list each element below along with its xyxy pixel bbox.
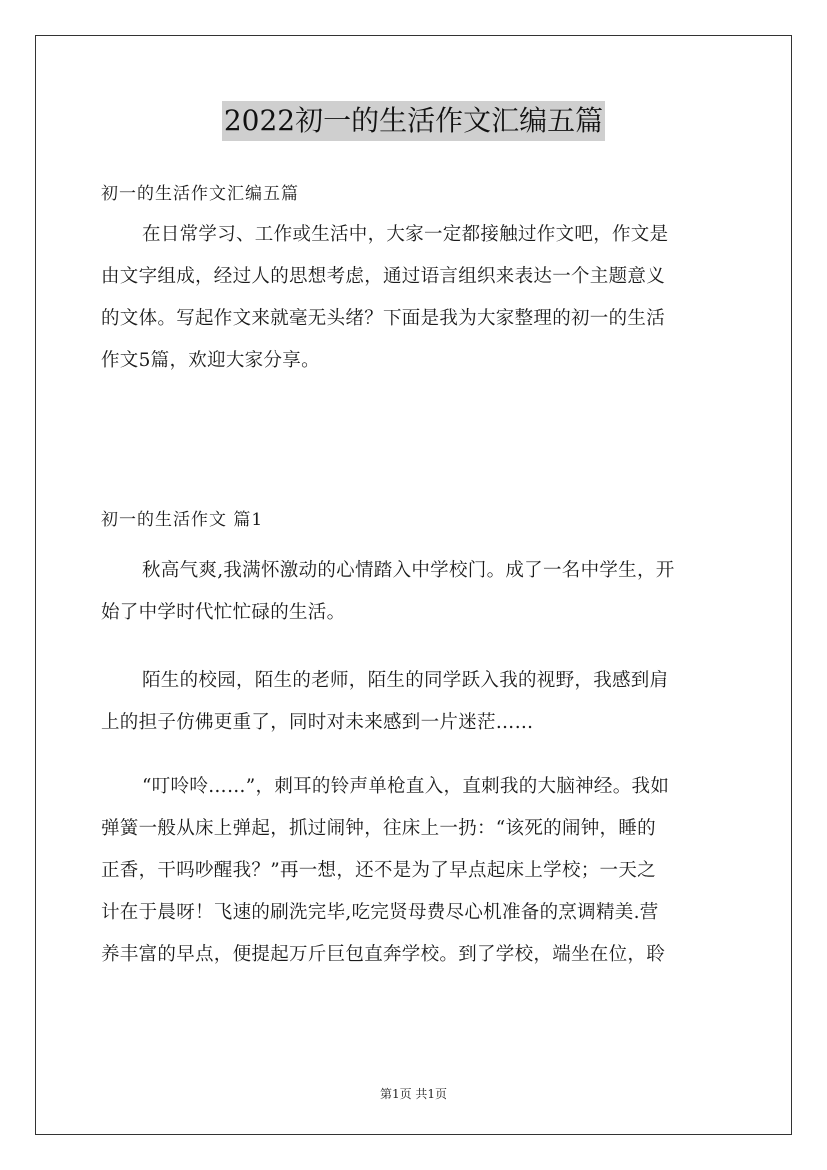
paragraph-line: 弹簧一般从床上弹起，抓过闹钟，往床上一扔：“该死的闹钟，睡的	[101, 818, 656, 839]
intro-line: 的文体。写起作文来就毫无头绪？下面是我为大家整理的初一的生活	[101, 308, 666, 329]
intro-line: 作文5篇，欢迎大家分享。	[101, 350, 320, 371]
paragraph-line: 陌生的校园，陌生的老师，陌生的同学跃入我的视野，我感到肩	[142, 670, 669, 691]
paragraph-line: 计在于晨呀！飞速的刷洗完毕,吃完贤母费尽心机准备的烹调精美.营	[101, 902, 659, 923]
paragraph-line: 养丰富的早点，便提起万斤巨包直奔学校。到了学校，端坐在位，聆	[101, 944, 666, 965]
document-subtitle: 初一的生活作文汇编五篇	[101, 184, 299, 204]
paragraph-2	[101, 660, 727, 744]
paragraph-1	[101, 550, 727, 634]
paragraph-3	[101, 766, 727, 976]
document-title: 2022初一的生活作文汇编五篇	[222, 101, 605, 141]
intro-paragraph	[101, 214, 727, 382]
intro-line: 在日常学习、工作或生活中，大家一定都接触过作文吧，作文是	[142, 224, 669, 245]
paragraph-line: “叮呤呤……”，刺耳的铃声单枪直入，直刺我的大脑神经。我如	[142, 776, 670, 797]
paragraph-line: 上的担子仿佛更重了，同时对未来感到一片迷茫……	[101, 712, 534, 733]
paragraph-line: 始了中学时代忙忙碌的生活。	[101, 602, 346, 623]
paragraph-line: 正香，干吗吵醒我？”再一想，还不是为了早点起床上学校；一天之	[101, 860, 656, 881]
section-heading: 初一的生活作文 篇1	[101, 510, 264, 530]
title-wrap	[0, 101, 827, 141]
intro-line: 由文字组成，经过人的思想考虑，通过语言组织来表达一个主题意义	[101, 266, 666, 287]
paragraph-line: 秋高气爽,我满怀激动的心情踏入中学校门。成了一名中学生，开	[142, 560, 675, 581]
page-footer: 第1页 共1页	[379, 1087, 448, 1101]
